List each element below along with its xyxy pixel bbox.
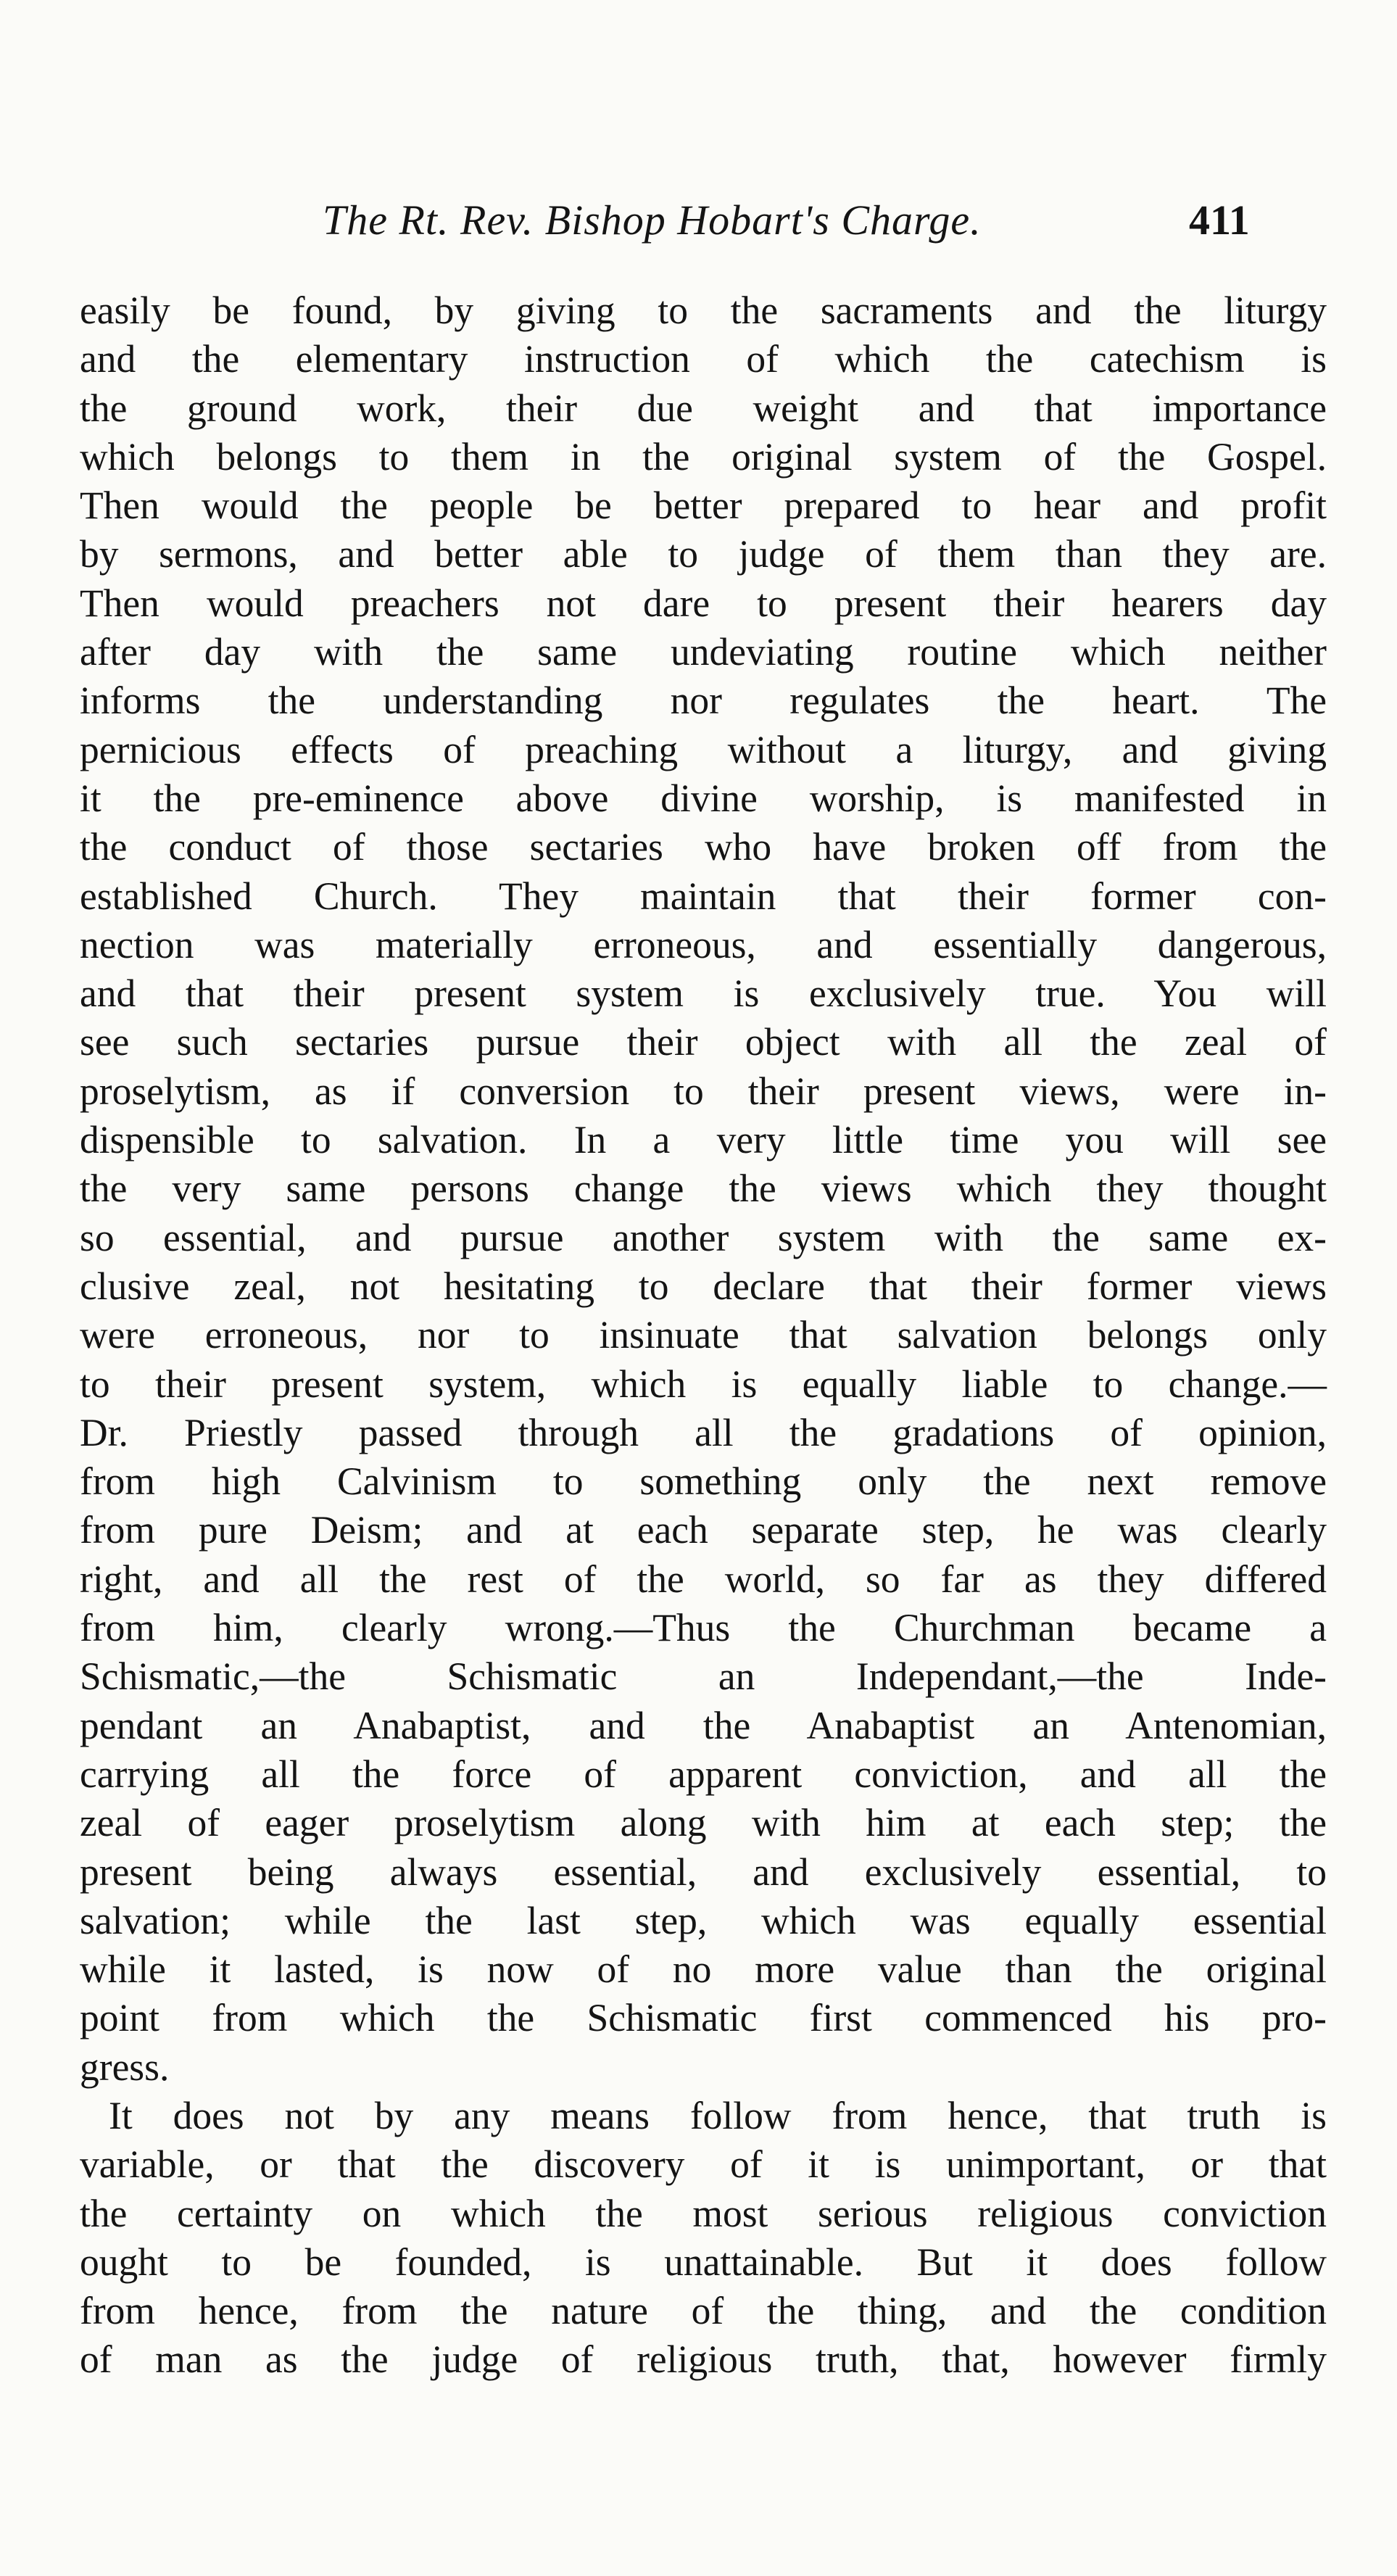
page-header xyxy=(0,196,1397,261)
text-line: from pure Deism; and at each separate step, he was clearly xyxy=(80,1508,1327,1552)
text-line: clusive zeal, not hesitating to declare that their former views xyxy=(80,1264,1327,1308)
text-line: by sermons, and better able to judge of them than they are. xyxy=(80,532,1327,576)
text-line: ought to be founded, is unattainable. But it does follow xyxy=(80,2240,1327,2284)
text-line: dispensible to salvation. In a very little time you will see xyxy=(80,1118,1327,1162)
text-line: Schismatic,—the Schismatic an Independant,—the Inde- xyxy=(80,1654,1327,1699)
text-line: the ground work, their due weight and that importance xyxy=(80,386,1327,430)
text-line: the conduct of those sectaries who have broken off from the xyxy=(80,825,1327,869)
text-line: It does not by any means follow from hence, that truth is xyxy=(109,2093,1327,2137)
text-line: Dr. Priestly passed through all the gradations of opinion, xyxy=(80,1410,1327,1454)
text-line: and the elementary instruction of which the catechism is xyxy=(80,337,1327,381)
text-line: present being always essential, and exclusively essential, to xyxy=(80,1850,1327,1894)
page-number: 411 xyxy=(1189,196,1250,244)
text-line: nection was materially erroneous, and essentially dangerous, xyxy=(80,922,1327,966)
text-line: point from which the Schismatic first commenced his pro- xyxy=(80,1996,1327,2040)
text-line: while it lasted, is now of no more value than the original xyxy=(80,1947,1327,1992)
text-line: informs the understanding nor regulates the heart. The xyxy=(80,679,1327,723)
text-line: and that their present system is exclusively true. You will xyxy=(80,972,1327,1016)
text-line: pernicious effects of preaching without a liturgy, and giving xyxy=(80,727,1327,771)
text-line: of man as the judge of religious truth, that, however firmly xyxy=(80,2337,1327,2382)
text-line: gress. xyxy=(80,2045,170,2089)
text-line: the certainty on which the most serious religious conviction xyxy=(80,2191,1327,2235)
text-line: it the pre-eminence above divine worship, is manifested in xyxy=(80,776,1327,820)
text-line: were erroneous, nor to insinuate that salvation belongs only xyxy=(80,1313,1327,1357)
text-line: pendant an Anabaptist, and the Anabaptist an Antenomian, xyxy=(80,1703,1327,1747)
text-line: right, and all the rest of the world, so far as they differed xyxy=(80,1557,1327,1601)
text-line: from hence, from the nature of the thing, and the condition xyxy=(80,2289,1327,2333)
text-line: variable, or that the discovery of it is unimportant, or that xyxy=(80,2142,1327,2187)
text-line: which belongs to them in the original system of the Gospel. xyxy=(80,434,1327,479)
text-line: to their present system, which is equally liable to change.— xyxy=(80,1362,1327,1406)
text-line: established Church. They maintain that their former con- xyxy=(80,874,1327,918)
text-line: the very same persons change the views which they thought xyxy=(80,1167,1327,1211)
text-line: from him, clearly wrong.—Thus the Churchman became a xyxy=(80,1606,1327,1650)
text-line: easily be found, by giving to the sacraments and the liturgy xyxy=(80,289,1327,332)
running-title: The Rt. Rev. Bishop Hobart's Charge. xyxy=(323,196,982,244)
text-line: zeal of eager proselytism along with him at each step; the xyxy=(80,1801,1327,1845)
text-line: carrying all the force of apparent conviction, and all the xyxy=(80,1752,1327,1796)
text-line: proselytism, as if conversion to their present views, were in- xyxy=(80,1069,1327,1113)
text-line: after day with the same undeviating routine which neither xyxy=(80,630,1327,674)
body-text xyxy=(80,286,1327,2385)
text-line: so essential, and pursue another system with the same ex- xyxy=(80,1215,1327,1259)
text-line: Then would the people be better prepared to hear and profit xyxy=(80,484,1327,528)
text-line: Then would preachers not dare to present their hearers day xyxy=(80,581,1327,625)
text-line: from high Calvinism to something only the next remove xyxy=(80,1459,1327,1504)
text-line: see such sectaries pursue their object with all the zeal of xyxy=(80,1020,1327,1064)
text-line: salvation; while the last step, which was equally essential xyxy=(80,1898,1327,1942)
